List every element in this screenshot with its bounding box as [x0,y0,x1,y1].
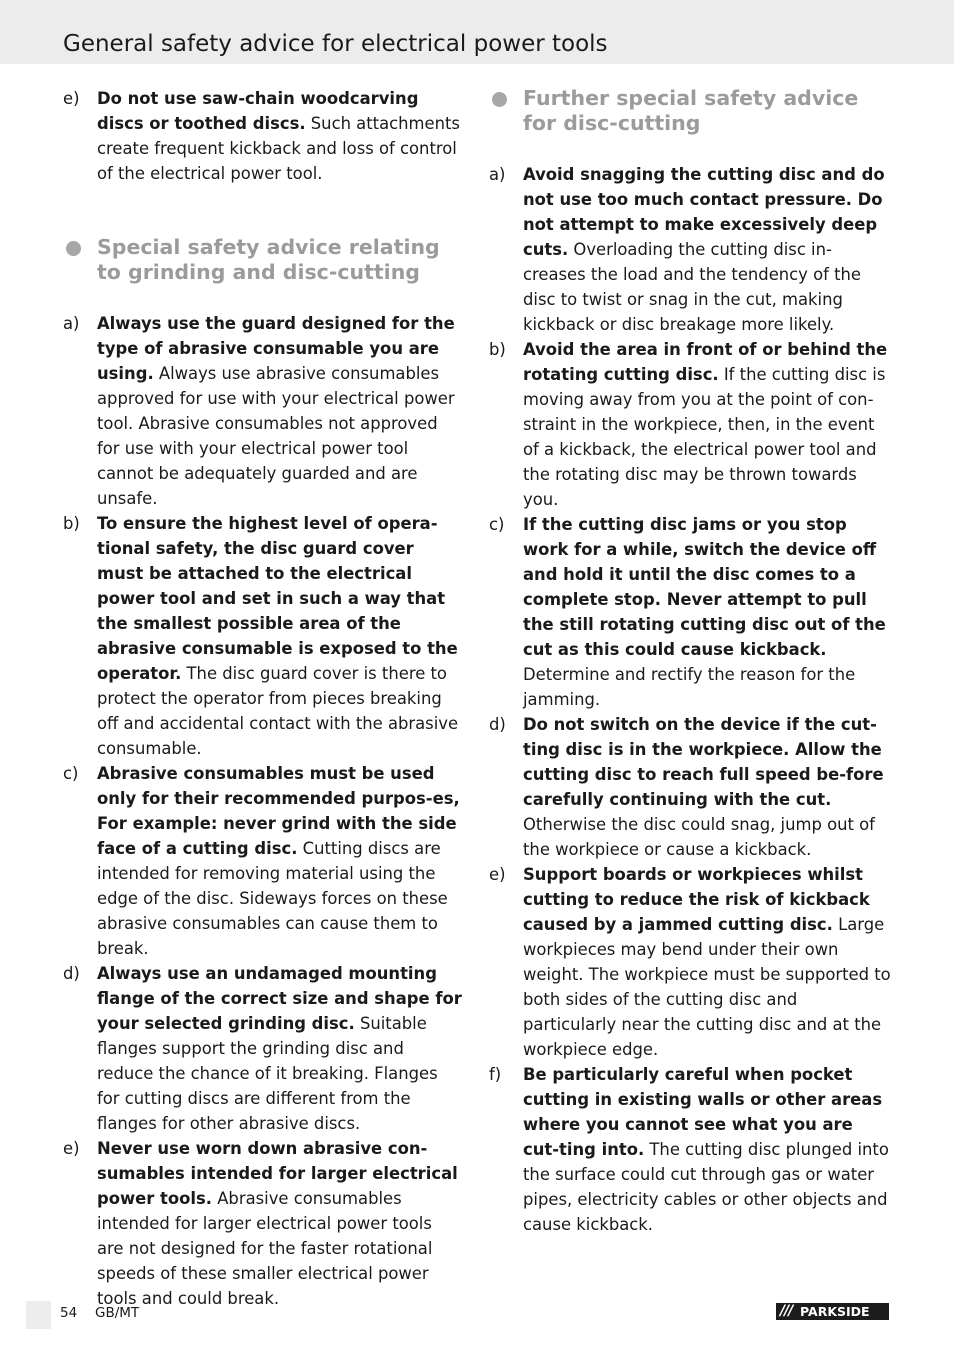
item-text: Overloading the cutting disc in-creases the load and the tendency of the disc to twist or snag in the cut, making kickback or disc breakage more likely. [523,240,862,334]
item-label: a) [63,314,80,333]
item-label: a) [489,165,506,184]
item-bold-text: To ensure the highest level of opera-tional safety, the disc guard cover must be attached to the electrical power tool and set in such a way that the smallest possible area of the abrasive consumable is exposed to the operator. [97,514,458,683]
item-bold-text: Support boards or workpieces whilst cutting to reduce the risk of kickback caused by a jammed cutting disc. [523,865,870,934]
list-item-d-switch-on [489,712,891,862]
brand-logo [776,1303,889,1320]
item-text: Cutting discs are intended for removing material using the edge of the disc. Sideways forces on these abrasive consumables can cause them to break. [97,839,448,958]
item-text: The cutting disc plunged into the surface could cut through gas or water pipes, electricity cables or other objects and cause kickback. [523,1140,889,1234]
item-bold-text: If the cutting disc jams or you stop work for a while, switch the device off and hold it until the disc comes to a complete stop. Never attempt to pull the still rotating cutting disc out of the cut as this could cause kickback. [523,515,886,659]
item-label: c) [63,764,79,783]
item-text: Always use abrasive consumables approved for use with your electrical power tool. Abrasive consumables not approved for use with your electrical power tool cannot be adequately guarded and are unsafe. [97,364,455,508]
list-item-e-support [489,862,891,1062]
item-text: If the cutting disc is moving away from you at the point of con-straint in the workpiece, then, in the event of a kickback, the electrical power tool and the rotating disc may be thrown towards you. [523,365,886,509]
item-label: e) [63,89,80,108]
footer-page-box [26,1301,51,1329]
item-text: Determine and rectify the reason for the jamming. [523,665,856,709]
list-item-c-purposes [63,761,463,961]
list-item-b-area [489,337,891,512]
page-title: General safety advice for electrical power tools [63,31,608,57]
item-bold-text: Never use worn down abrasive con-sumables intended for larger electrical power tools. [97,1139,458,1208]
item-text: Large workpieces may bend under their own weight. The workpiece must be supported to both sides of the cutting disc and particularly near the cutting disc and at the workpiece edge. [523,915,891,1059]
item-text: Abrasive consumables intended for larger electrical power tools are not designed for the faster rotational speeds of these smaller electrical power tools and could break. [97,1189,433,1308]
section-title: Further special safety advice for disc-cutting [523,86,859,135]
list-item-c-jams [489,512,891,712]
list-item-e-worn [63,1136,463,1311]
item-label: b) [63,514,80,533]
section-title: Special safety advice relating to grinding and disc-cutting [97,235,440,284]
item-text: Such attachments create frequent kickback and loss of control of the electrical power tool. [97,114,460,183]
bullet-dot-icon [492,92,507,107]
page-header [0,0,954,64]
list-item-e-sawchain [63,86,463,186]
language-code: GB/MT [95,1305,140,1321]
item-label: b) [489,340,506,359]
item-text: Suitable flanges support the grinding disc and reduce the chance of it breaking. Flanges for cutting discs are different from the flanges for other abrasive discs. [97,1014,438,1133]
item-label: c) [489,515,505,534]
bullet-dot-icon [66,241,81,256]
page-number: 54 [60,1305,78,1321]
item-label: d) [63,964,80,983]
brand-name: PARKSIDE [800,1304,870,1319]
item-bold-text: Avoid the area in front of or behind the rotating cutting disc. [523,340,888,384]
right-column [489,86,891,1237]
item-text: The disc guard cover is there to protect the operator from pieces breaking off and accidental contact with the abrasive consumable. [97,664,459,758]
item-bold-text: Do not switch on the device if the cut-ting disc is in the workpiece. Allow the cutting disc to reach full speed be-fore carefully continuing with the cut. [523,715,884,809]
item-label: f) [489,1065,502,1084]
item-bold-text: Do not use saw-chain woodcarving discs or toothed discs. [97,89,419,133]
section-heading-disc-cutting [489,86,891,136]
item-label: e) [489,865,506,884]
item-bold-text: Avoid snagging the cutting disc and do not use too much contact pressure. Do not attempt to make excessively deep cuts. [523,165,885,259]
left-column [63,86,463,1311]
item-label: d) [489,715,506,734]
logo-stripes-icon: /// [780,1303,793,1319]
list-item-a-guard [63,311,463,511]
item-bold-text: Be particularly careful when pocket cutting in existing walls or other areas where you cannot see what you are cut-ting into. [523,1065,883,1159]
section-heading-grinding [63,235,463,285]
list-item-f-pocket [489,1062,891,1237]
item-label: e) [63,1139,80,1158]
item-text: Otherwise the disc could snag, jump out of the workpiece or cause a kickback. [523,815,875,859]
list-item-d-flange [63,961,463,1136]
list-item-a-snagging [489,162,891,337]
item-bold-text: Always use the guard designed for the type of abrasive consumable you are using. [97,314,455,383]
item-bold-text: Always use an undamaged mounting flange of the correct size and shape for your selected grinding disc. [97,964,462,1033]
item-bold-text: Abrasive consumables must be used only for their recommended purpos-es, For example: never grind with the side face of a cutting disc. [97,764,460,858]
list-item-b-guard-cover [63,511,463,761]
